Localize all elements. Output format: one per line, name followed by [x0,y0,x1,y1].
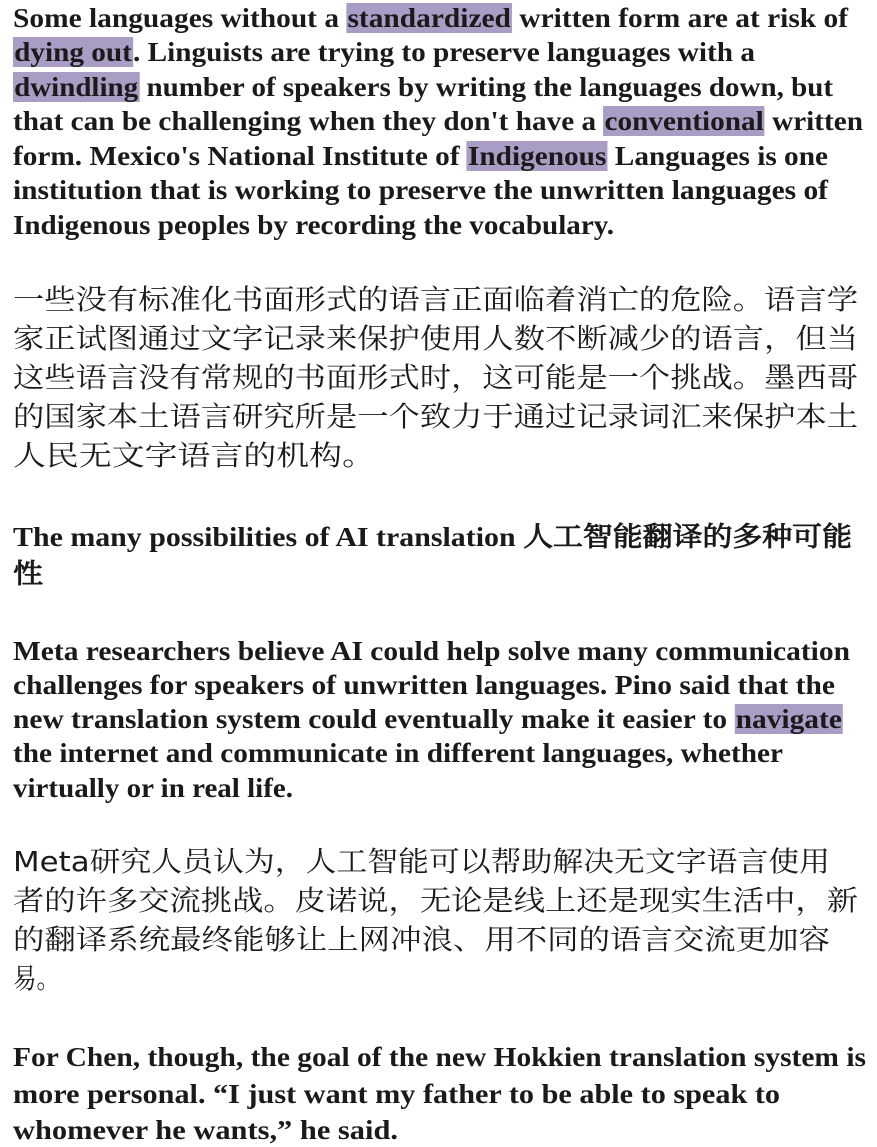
text-run: 的国家本土语言研究所是一个致力于通过记录词汇来保护本土 [13,400,858,433]
text-run: institution that is working to preserve the unwritten languages of [13,175,828,205]
paragraph-line [13,359,858,397]
paragraph-line [13,668,835,702]
paragraph-line [13,882,858,920]
text-run: Some languages without a [13,3,347,33]
text-run: 人民无文字语言的机构。 [13,439,375,472]
paragraph-line [13,921,830,959]
text-run: Meta researchers believe AI could help solve many communication [13,636,850,666]
paragraph-line [13,702,843,736]
paragraph-line [13,736,783,770]
text-run: written form are at risk of [512,3,848,33]
paragraph-line [13,1077,780,1111]
highlighted-word: standardized [347,3,511,33]
paragraph-line [13,960,60,998]
paragraph-line [13,1113,398,1147]
paragraph-line [13,1040,866,1074]
section-heading [13,520,852,554]
paragraph-line [13,398,858,436]
paragraph-line [13,320,858,358]
highlighted-word: conventional [604,106,764,136]
paragraph-line [13,1,848,35]
paragraph-line [13,35,755,69]
text-run: whomever he wants,” he said. [13,1115,399,1145]
paragraph-line [13,281,858,319]
paragraph-line [13,437,375,475]
text-run: that can be challenging when they don't have a [13,106,604,136]
paragraph-line [13,173,828,207]
text-run: the internet and communicate in different languages, whether [13,738,783,768]
text-run: Meta研究人员认为，人工智能可以帮助解决无文字语言使用 [13,845,830,878]
section-heading [13,557,43,591]
text-run: 的翻译系统最终能够让上网冲浪、用不同的语言交流更加容 [13,923,830,956]
text-run: 者的许多交流挑战。皮诺说，无论是线上还是现实生活中，新 [13,884,858,917]
text-run: form. Mexico's National Institute of [13,141,467,171]
highlighted-word: Indigenous [467,141,607,171]
paragraph-line [13,139,828,173]
text-run: virtually or in real life. [13,773,293,803]
paragraph-line [13,208,614,242]
paragraph-line [13,634,850,668]
paragraph-line [13,70,833,104]
text-run: more personal. “I just want my father to be able to speak to [13,1079,780,1109]
text-run: 性 [13,559,43,589]
text-run: Languages is one [607,141,828,171]
highlighted-word: dwindling [14,72,139,102]
text-run: 这些语言没有常规的书面形式时，这可能是一个挑战。墨西哥 [13,361,858,394]
highlighted-word: dying out [14,37,132,67]
text-run: written [764,106,863,136]
text-run: 家正试图通过文字记录来保护使用人数不断减少的语言，但当 [13,322,858,355]
text-run: The many possibilities of AI translation 人工智能翻译的多种可能 [13,522,853,552]
paragraph-line [13,771,293,805]
highlighted-word: navigate [735,704,842,734]
text-run: For Chen, though, the goal of the new Hokkien translation system is [13,1042,866,1072]
paragraph-line [13,104,863,138]
text-run: . Linguists are trying to preserve languages with a [133,37,756,67]
text-run: Indigenous peoples by recording the vocabulary. [13,210,614,240]
text-run: 易。 [13,962,60,995]
text-run: number of speakers by writing the languages down, but [139,72,834,102]
paragraph-line [13,843,830,881]
text-run: new translation system could eventually make it easier to [13,704,735,734]
text-run: 一些没有标准化书面形式的语言正面临着消亡的危险。语言学 [13,283,858,316]
text-run: challenges for speakers of unwritten languages. Pino said that the [13,670,835,700]
